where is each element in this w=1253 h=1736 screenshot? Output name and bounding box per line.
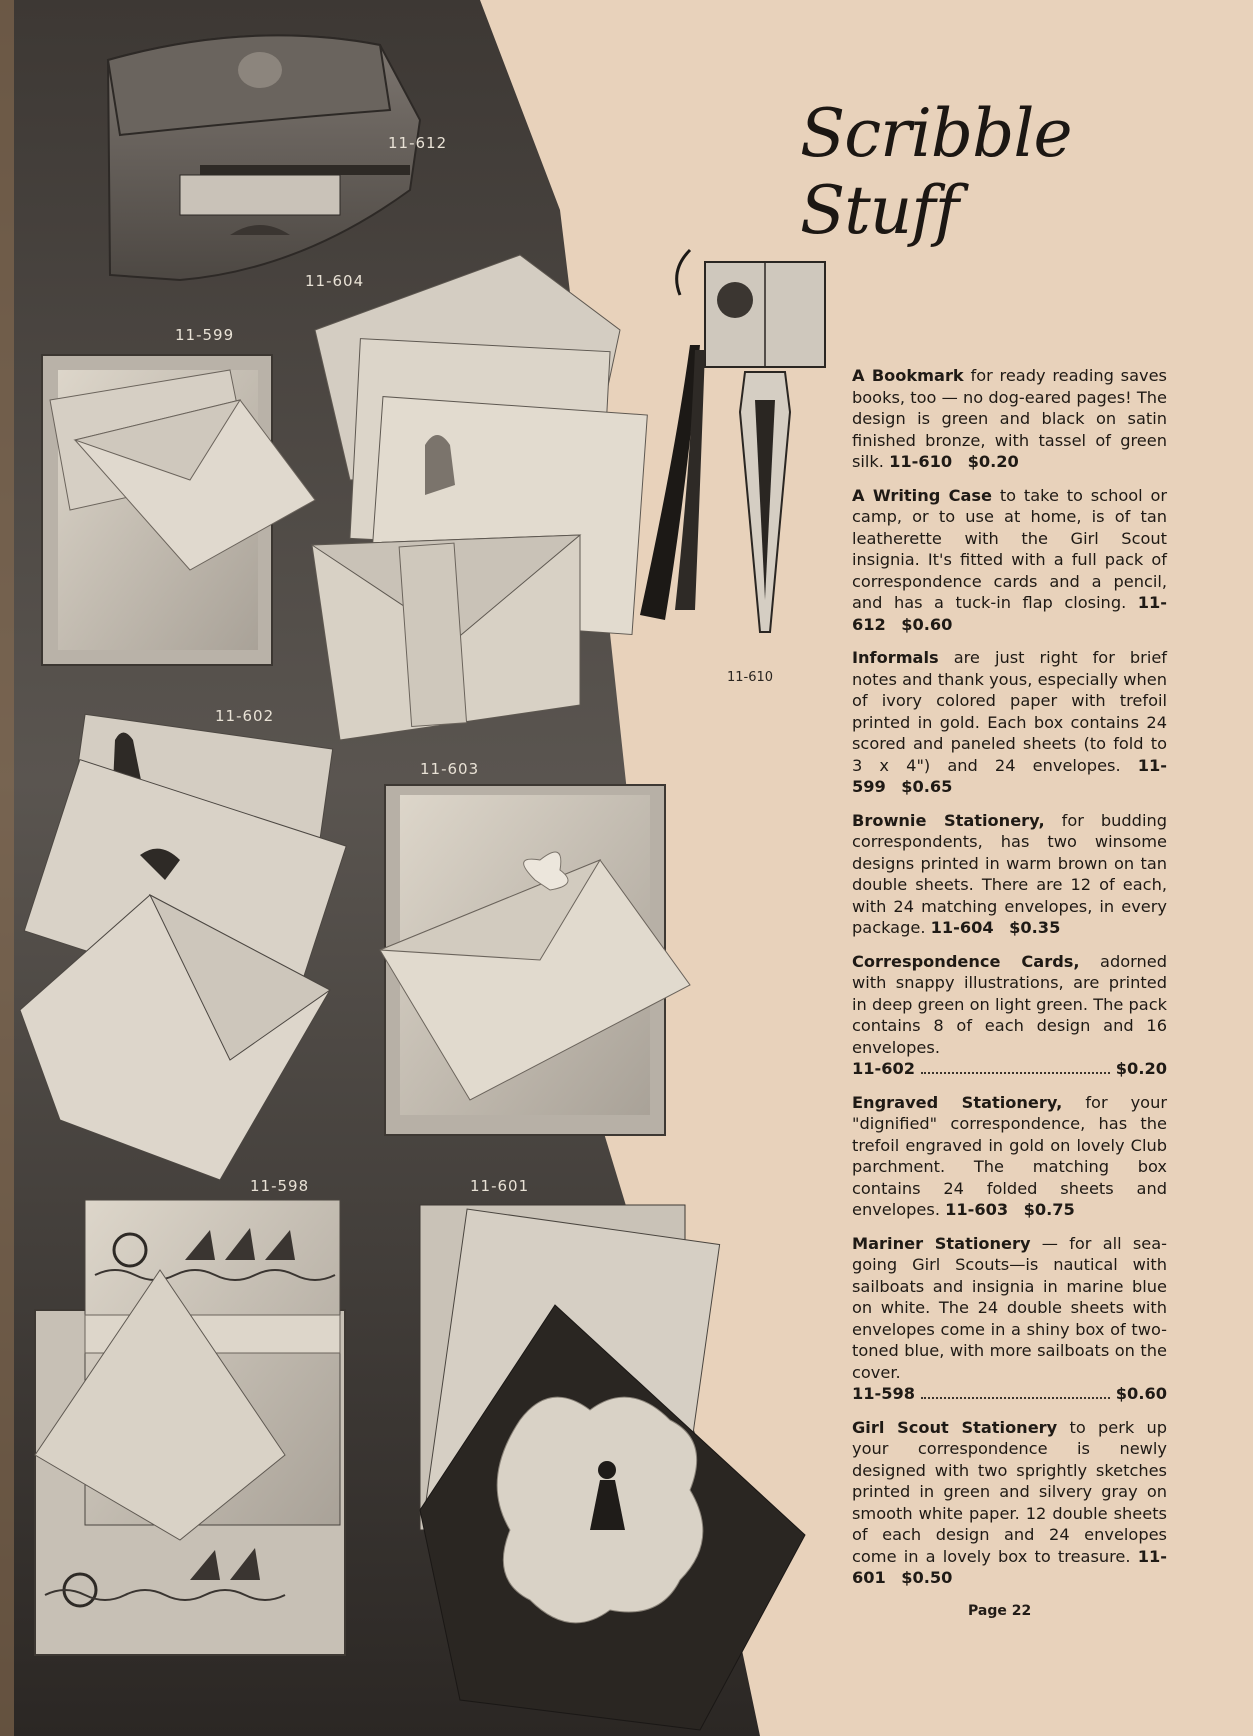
priceline: 11-602 $0.20 (852, 1059, 1167, 1078)
priceline: 11-598 $0.60 (852, 1384, 1167, 1403)
girl-scout-stationery-photo (420, 1205, 805, 1730)
label-engraved: 11-603 (420, 760, 480, 778)
label-bookmark: 11-610 (727, 670, 774, 685)
description-column (852, 365, 1167, 1601)
label-brownie: 11-604 (305, 272, 365, 290)
entry-correspondence-cards: Correspondence Cards, adorned with snappy illustrations, are printed in deep green on light green. The pack contains 8 of each design and 16 envelopes. 11-602 $0.20 (852, 951, 1167, 1078)
label-mariner: 11-598 (250, 1177, 310, 1195)
label-correspondence: 11-602 (215, 707, 275, 725)
entry-girl-scout: Girl Scout Stationery to perk up your correspondence is newly designed with two sprightly sketches printed in green and silvery gray on smooth white paper. 12 double sheets of each design and 24 envelopes come in a lovely box to treasure. 11-601 $0.50 (852, 1417, 1167, 1587)
bookmark-photo (640, 250, 825, 632)
entry-informals: Informals are just right for brief notes and thank yous, especially when of ivory colored paper with trefoil printed in gold. Each box contains 24 scored and paneled sheets (to fold to 3 x 4") and 24 envelopes. 11-599 $0.65 (852, 648, 1167, 796)
entry-bookmark: A Bookmark for ready reading saves books, too — no dog-eared pages! The design is green and black on satin finished bronze, with tassel of green silk. 11-610 $0.20 (852, 366, 1167, 471)
label-girl-scout: 11-601 (470, 1177, 530, 1195)
entry-brownie: Brownie Stationery, for budding correspondents, has two winsome designs printed in warm brown on tan double sheets. There are 12 of each, with 24 matching envelopes, in every package. 11-604 $0.35 (852, 810, 1167, 937)
page-title: Scribble Stuff (800, 95, 1072, 249)
page-number: Page 22 (968, 1603, 1032, 1619)
engraved-stationery-photo (380, 785, 690, 1135)
label-informals: 11-599 (175, 326, 235, 344)
entry-engraved: Engraved Stationery, for your "dignified" correspondence, has the trefoil engraved in gold on lovely Club parchment. The matching box contains 24 folded sheets and envelopes. 11-603 $0.75 (852, 1092, 1167, 1219)
entry-mariner: Mariner Stationery — for all sea-going Girl Scouts—is nautical with sailboats and insignia in marine blue on white. The 24 double sheets with envelopes come in a shiny box of two-toned blue, with more sailboats on the cover. 11-598 $0.60 (852, 1233, 1167, 1403)
label-writing-case: 11-612 (388, 134, 448, 152)
entry-writing-case: A Writing Case to take to school or camp, or to use at home, is of tan leatherette with the Girl Scout insignia. It's fitted with a full pack of correspondence cards and a pencil, and has a tuck-in flap closing. 11-612 $0.60 (852, 485, 1167, 634)
